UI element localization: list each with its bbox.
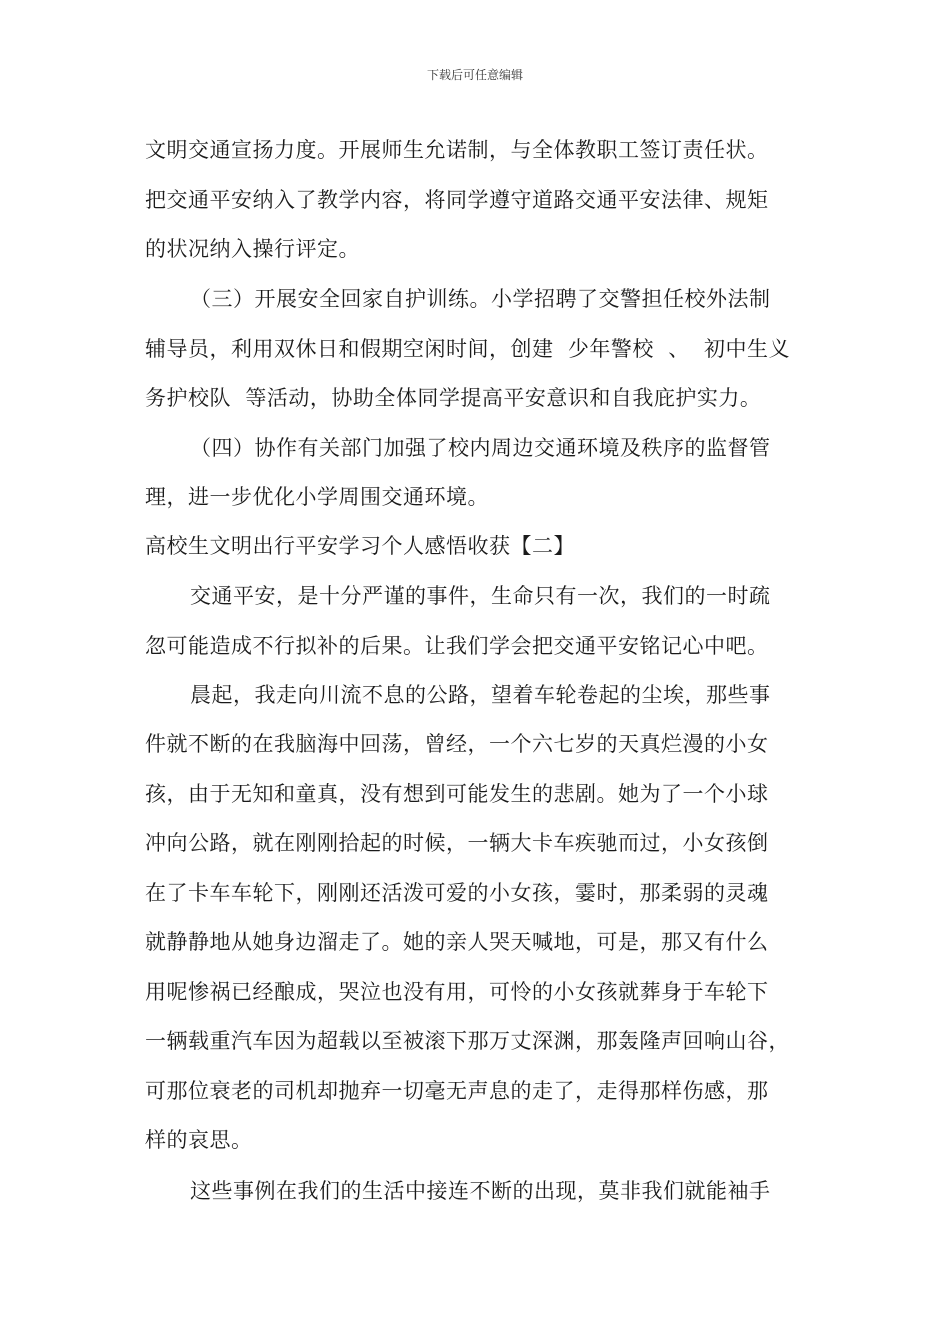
text-line: 辅导员，利用双休日和假期空闲时间，创建 少年警校 、 初中生义 (145, 337, 791, 361)
text-line: （四）协作有关部门加强了校内周边交通环境及秩序的监督管 (190, 436, 771, 460)
text-line: 一辆载重汽车因为超载以至被滚下那万丈深渊，那轰隆声回响山谷， (145, 1029, 790, 1053)
text-line: 件就不断的在我脑海中回荡，曾经，一个六七岁的天真烂漫的小女 (145, 732, 769, 756)
text-line: 理，进一步优化小学周围交通环境。 (145, 485, 489, 509)
section-heading: 高校生文明出行平安学习个人感悟收获【二】 (145, 534, 575, 558)
text-line: （三）开展安全回家自护训练。小学招聘了交警担任校外法制 (190, 287, 771, 311)
page-header: 下载后可任意编辑 (426, 68, 523, 82)
text-line: 冲向公路，就在刚刚拾起的时候，一辆大卡车疾驰而过，小女孩倒 (145, 831, 769, 855)
text-line: 这些事例在我们的生活中接连不断的出现，莫非我们就能袖手 (190, 1179, 771, 1203)
text-line: 的状况纳入操行评定。 (145, 237, 360, 261)
text-line: 孩，由于无知和童真，没有想到可能发生的悲剧。她为了一个小球 (145, 782, 769, 806)
text-line: 样的哀思。 (145, 1128, 253, 1152)
text-line: 把交通平安纳入了教学内容，将同学遵守道路交通平安法律、规矩 (145, 188, 769, 212)
text-line: 晨起，我走向川流不息的公路，望着车轮卷起的尘埃，那些事 (190, 683, 771, 707)
text-line: 在了卡车车轮下，刚刚还活泼可爱的小女孩，霎时，那柔弱的灵魂 (145, 881, 769, 905)
text-line: 交通平安，是十分严谨的事件，生命只有一次，我们的一时疏 (190, 584, 771, 608)
text-line: 务护校队 等活动，协助全体同学提高平安意识和自我庇护实力。 (145, 386, 762, 410)
text-line: 用呢惨祸已经酿成，哭泣也没有用，可怜的小女孩就葬身于车轮下 (145, 980, 769, 1004)
text-line: 就静静地从她身边溜走了。她的亲人哭天喊地，可是，那又有什么 (145, 930, 769, 954)
text-line: 文明交通宣扬力度。开展师生允诺制，与全体教职工签订责任状。 (145, 138, 769, 162)
text-line: 可那位衰老的司机却抛弃一切毫无声息的走了，走得那样伤感，那 (145, 1079, 769, 1103)
text-line: 忽可能造成不行拟补的后果。让我们学会把交通平安铭记心中吧。 (145, 634, 769, 658)
